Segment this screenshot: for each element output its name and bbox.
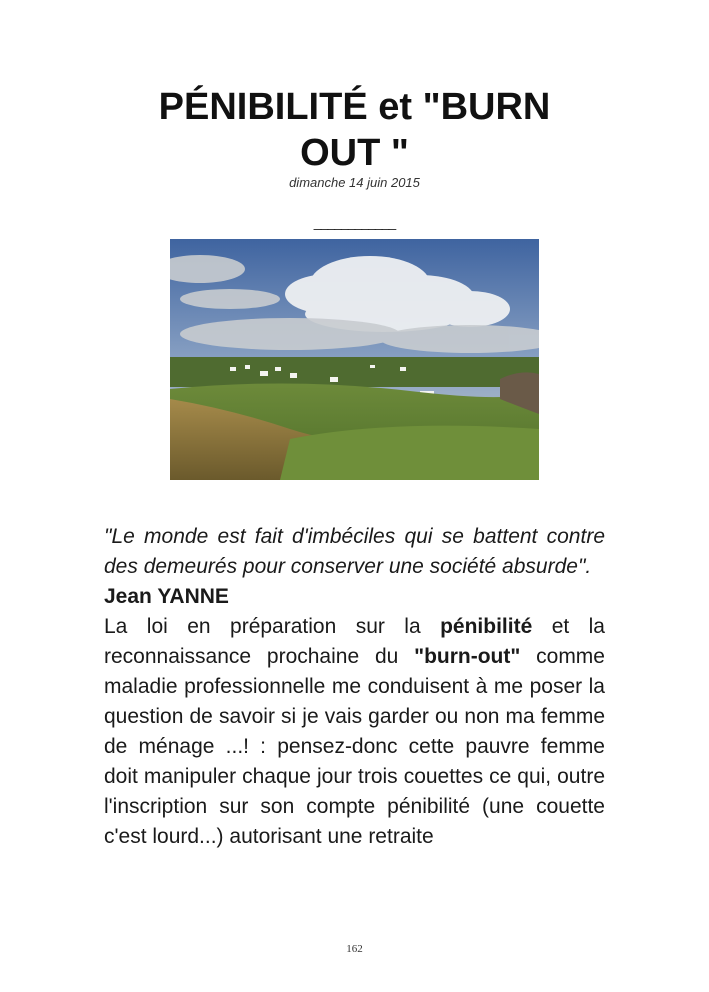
keyword-penibilite: pénibilité — [440, 615, 533, 638]
landscape-photo — [170, 239, 539, 480]
title-line-2: OUT " — [300, 132, 409, 174]
paragraph-text: comme maladie professionnelle me conduisent à me poser la question de savoir si je vais garder ou non ma femme de ménage ...! : pensez-donc cette pauvre femme doit manipuler chaque jour trois couettes ce qui, outre l'inscription sur son compte pénibilité (une couette c'est lourd...) autorisant une retraite — [104, 645, 605, 848]
separator-line: ____________ — [313, 214, 396, 230]
epigraph-quote: "Le monde est fait d'imbéciles qui se battent contre des demeurés pour conserver une société absurde". — [104, 525, 605, 578]
title-line-1: PÉNIBILITÉ et "BURN — [158, 86, 551, 128]
publication-date: dimanche 14 juin 2015 — [289, 175, 420, 190]
keyword-burn-out: "burn-out" — [414, 645, 521, 668]
quote-author: Jean YANNE — [104, 585, 229, 608]
article-body — [104, 522, 605, 852]
article-title — [104, 84, 605, 176]
paragraph-text: La loi en préparation sur la — [104, 615, 441, 638]
body-paragraph — [104, 612, 605, 852]
page-number: 162 — [346, 943, 363, 955]
paragraph-text: et la reconnaissance prochaine du — [104, 615, 605, 668]
